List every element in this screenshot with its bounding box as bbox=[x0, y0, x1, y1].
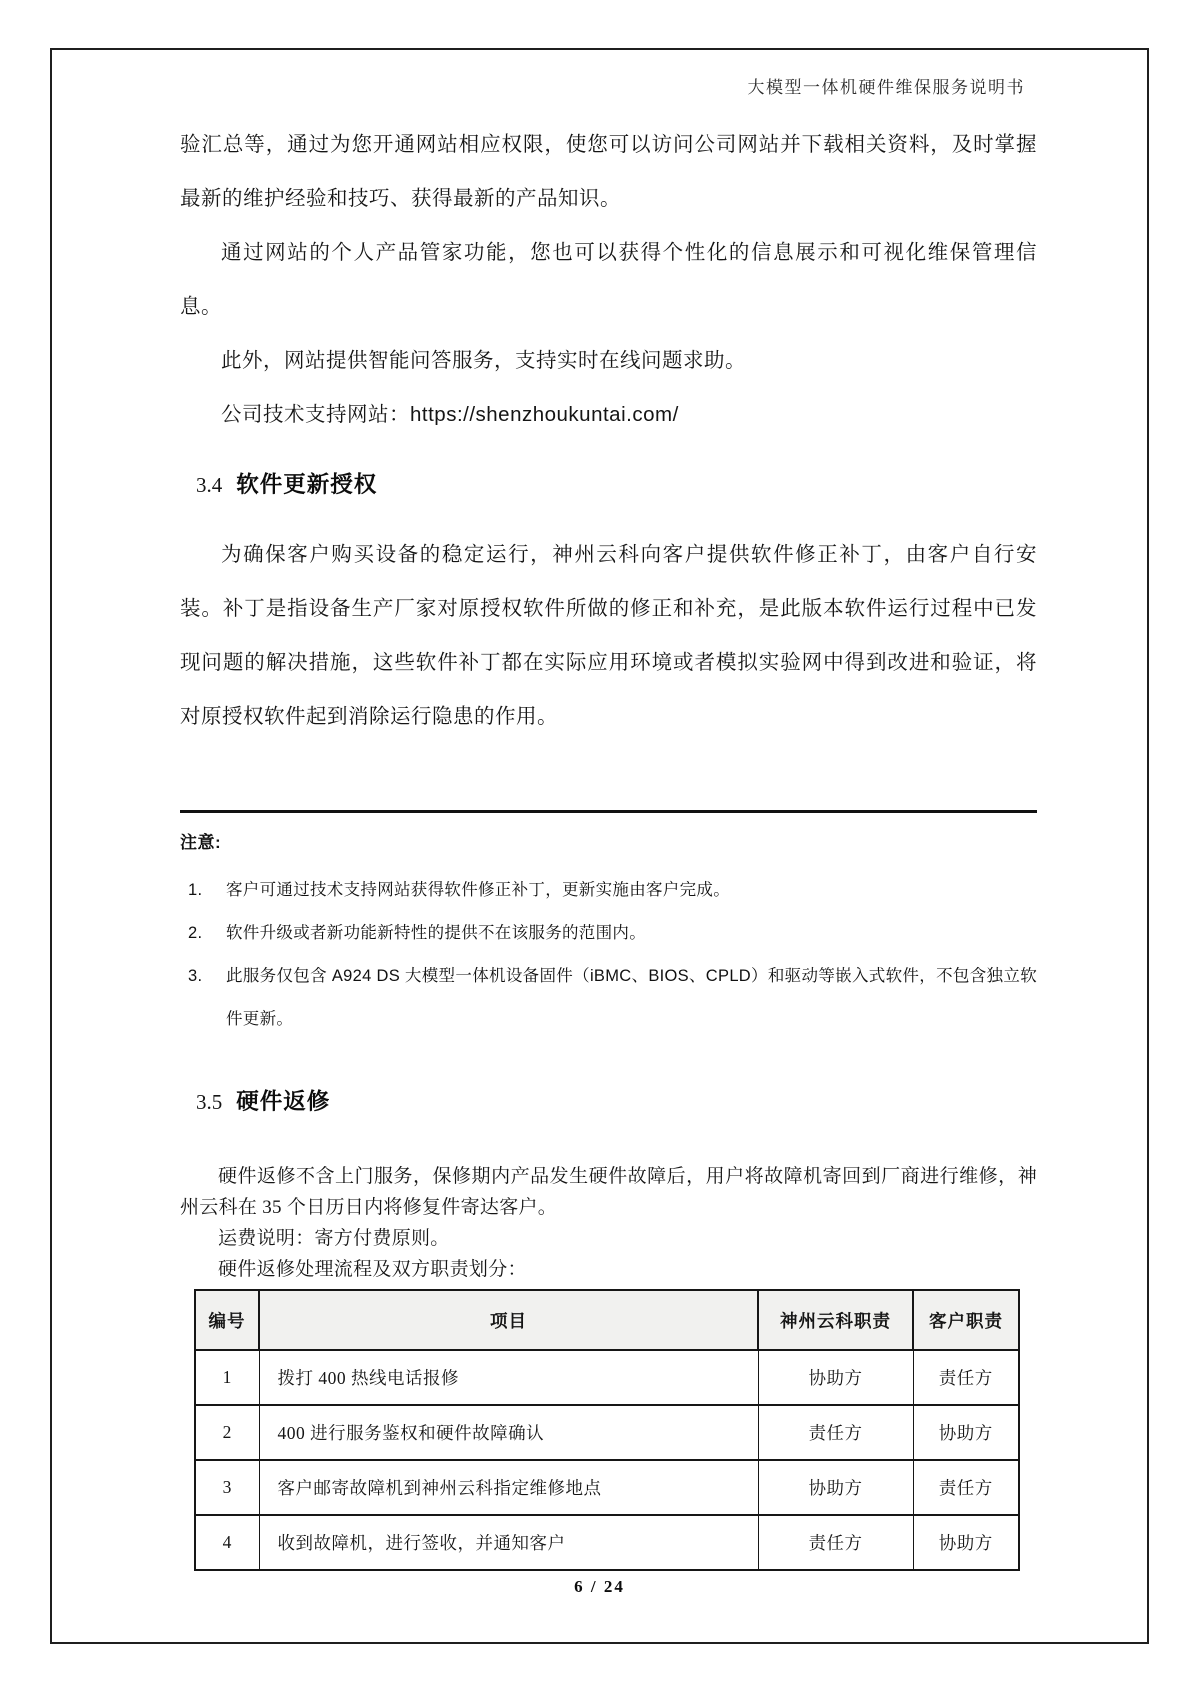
section-title: 软件更新授权 bbox=[236, 472, 378, 497]
table-cell-customer-duty: 协助方 bbox=[913, 1405, 1019, 1460]
table-cell-customer-duty: 责任方 bbox=[913, 1350, 1019, 1405]
table-cell-item: 拨打 400 热线电话报修 bbox=[259, 1350, 758, 1405]
table-header-cell: 项目 bbox=[259, 1290, 758, 1350]
section-number: 3.4 bbox=[196, 473, 223, 497]
paragraph-software-update: 为确保客户购买设备的稳定运行，神州云科向客户提供软件修正补丁，由客户自行安装。补丁是指设备生产厂家对原授权软件所做的修正和补充，是此版本软件运行过程中已发现问题的解决措施，这些软件补丁都在实际应用环境或者模拟实验网中得到改进和验证，将对原授权软件起到消除运行隐患的作用。 bbox=[180, 543, 1037, 728]
table-cell-index: 3 bbox=[195, 1460, 259, 1515]
notice-item-number: 2. bbox=[188, 924, 203, 942]
table-cell-vendor-duty: 协助方 bbox=[758, 1350, 913, 1405]
table-cell-vendor-duty: 协助方 bbox=[758, 1460, 913, 1515]
notice-item bbox=[180, 955, 1037, 1041]
section-heading-3-4 bbox=[180, 468, 1037, 502]
table-cell-item: 客户邮寄故障机到神州云科指定维修地点 bbox=[259, 1460, 758, 1515]
table-row bbox=[195, 1405, 1019, 1460]
table-header-cell: 客户职责 bbox=[913, 1290, 1019, 1350]
table-header-cell: 神州云科职责 bbox=[758, 1290, 913, 1350]
table-cell-item: 400 进行服务鉴权和硬件故障确认 bbox=[259, 1405, 758, 1460]
paragraph-qa-service: 此外，网站提供智能问答服务，支持实时在线问题求助。 bbox=[221, 349, 746, 372]
paragraph-continuation: 验汇总等，通过为您开通网站相应权限，使您可以访问公司网站并下载相关资料，及时掌握最新的维护经验和技巧、获得最新的产品知识。 bbox=[180, 133, 1037, 210]
notice-item-text: 客户可通过技术支持网站获得软件修正补丁，更新实施由客户完成。 bbox=[226, 881, 730, 899]
notice-list bbox=[180, 869, 1037, 1041]
table-header-cell: 编号 bbox=[195, 1290, 259, 1350]
table-header-row bbox=[195, 1290, 1019, 1350]
notice-divider bbox=[180, 810, 1037, 813]
notice-label: 注意: bbox=[180, 833, 222, 852]
table-cell-item: 收到故障机，进行签收，并通知客户 bbox=[259, 1515, 758, 1570]
running-header: 大模型一体机硬件维保服务说明书 bbox=[747, 78, 1025, 97]
paragraph-table-intro: 硬件返修处理流程及双方职责划分： bbox=[218, 1259, 527, 1280]
table-row bbox=[195, 1460, 1019, 1515]
notice-item-number: 1. bbox=[188, 881, 203, 899]
paragraph-shipping-note: 运费说明：寄方付费原则。 bbox=[218, 1228, 450, 1249]
paragraph-support-site bbox=[180, 388, 1037, 442]
section-number: 3.5 bbox=[196, 1090, 223, 1114]
table-row bbox=[195, 1515, 1019, 1570]
support-site-url: https://shenzhoukuntai.com/ bbox=[410, 403, 679, 426]
responsibility-table bbox=[194, 1289, 1020, 1571]
paragraph-product-steward: 通过网站的个人产品管家功能，您也可以获得个性化的信息展示和可视化维保管理信息。 bbox=[180, 241, 1037, 318]
section-title: 硬件返修 bbox=[236, 1089, 331, 1114]
section-heading-3-5 bbox=[180, 1085, 1037, 1119]
table-cell-customer-duty: 协助方 bbox=[913, 1515, 1019, 1570]
notice-item-text: 此服务仅包含 A924 DS 大模型一体机设备固件（iBMC、BIOS、CPLD）和驱动等嵌入式软件，不包含独立软件更新。 bbox=[226, 967, 1037, 1028]
table-cell-index: 1 bbox=[195, 1350, 259, 1405]
table-cell-index: 2 bbox=[195, 1405, 259, 1460]
table-cell-index: 4 bbox=[195, 1515, 259, 1570]
notice-item bbox=[180, 869, 1037, 912]
page-number: 6 / 24 bbox=[574, 1577, 625, 1596]
notice-item-number: 3. bbox=[188, 967, 203, 985]
paragraph-hardware-return: 硬件返修不含上门服务，保修期内产品发生硬件故障后，用户将故障机寄回到厂商进行维修，神州云科在 35 个日历日内将修复件寄达客户。 bbox=[180, 1166, 1037, 1218]
support-site-label: 公司技术支持网站： bbox=[221, 403, 410, 426]
page-content bbox=[180, 48, 1037, 1571]
notice-item-text: 软件升级或者新功能新特性的提供不在该服务的范围内。 bbox=[226, 924, 646, 942]
table-cell-customer-duty: 责任方 bbox=[913, 1460, 1019, 1515]
notice-item bbox=[180, 912, 1037, 955]
table-row bbox=[195, 1350, 1019, 1405]
table-cell-vendor-duty: 责任方 bbox=[758, 1515, 913, 1570]
table-cell-vendor-duty: 责任方 bbox=[758, 1405, 913, 1460]
